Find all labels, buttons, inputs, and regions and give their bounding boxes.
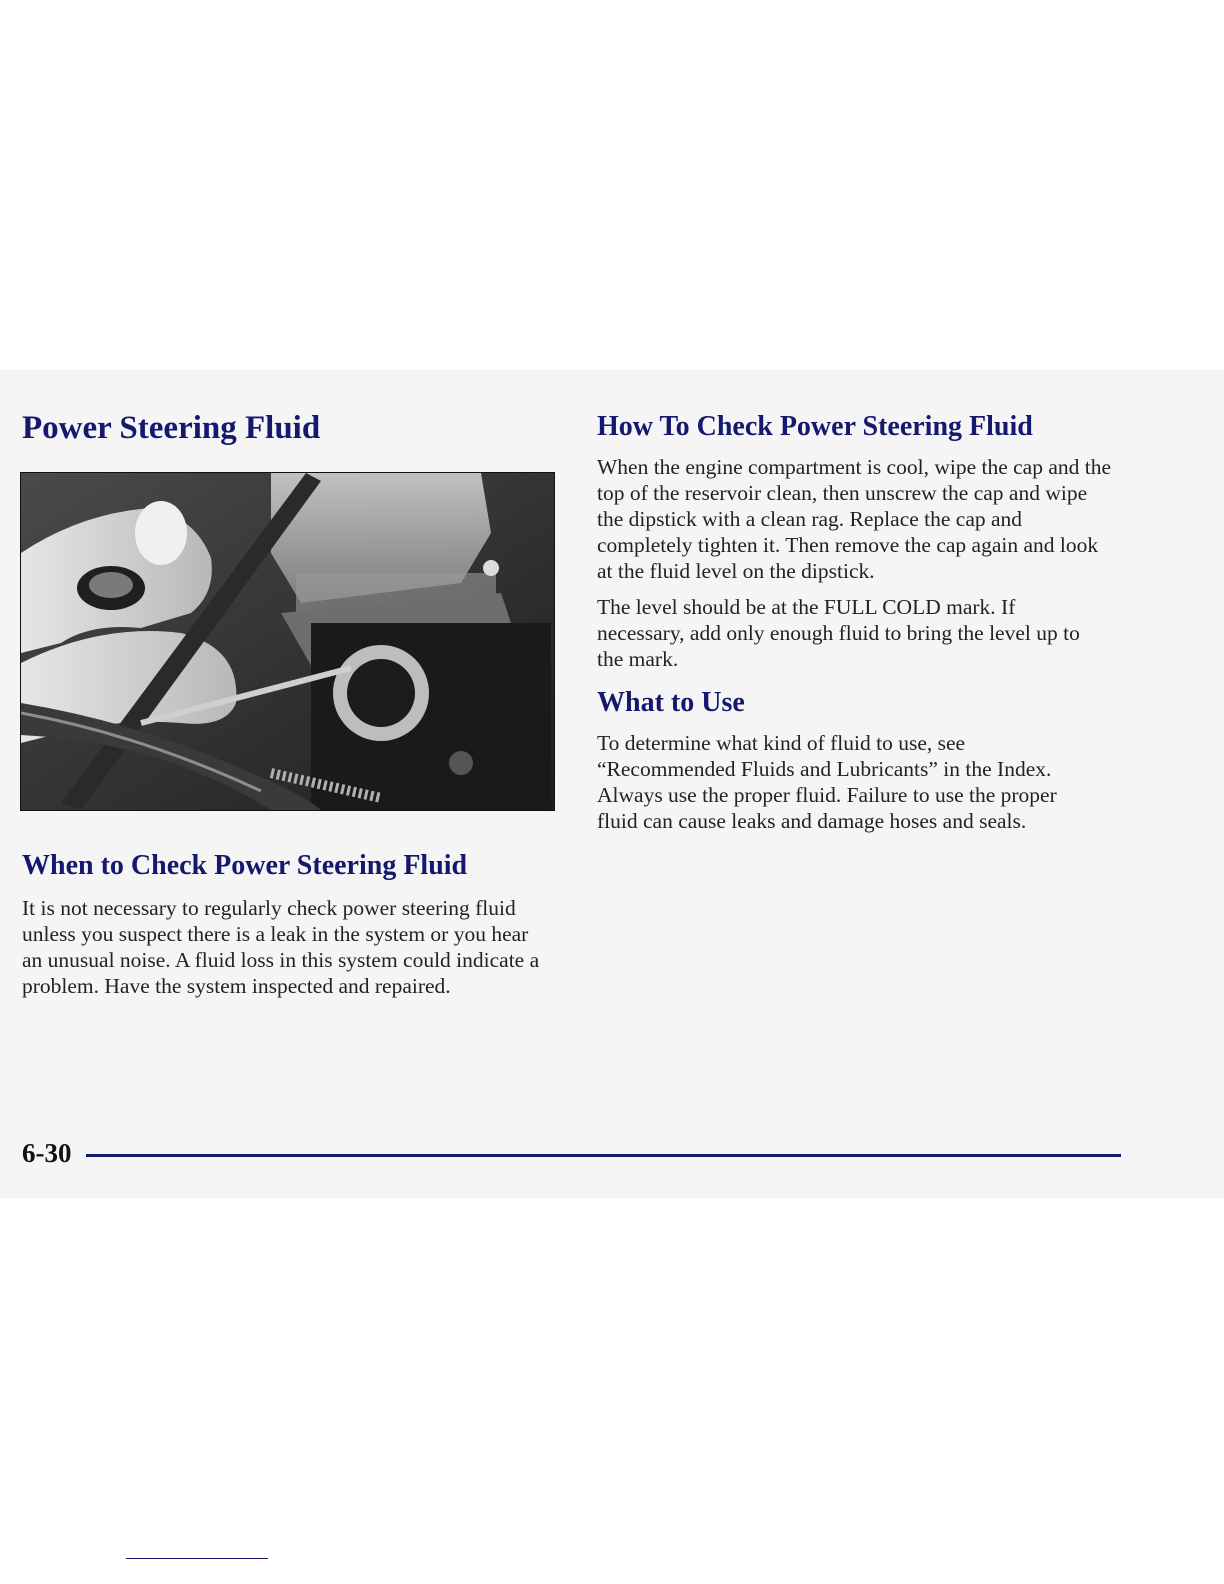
page-title: Power Steering Fluid bbox=[22, 410, 321, 446]
how-to-check-paragraph-1: When the engine compartment is cool, wipe the cap and the top of the reservoir clean, then unscrew the cap and wipe the dipstick with a clean rag. Replace the cap and completely tighten it. Then remove the cap again and look at the fluid level on the dipstick. bbox=[597, 455, 1112, 583]
footer-rule bbox=[86, 1154, 1121, 1157]
bottom-rule bbox=[126, 1558, 268, 1559]
engine-compartment-photo bbox=[20, 472, 555, 811]
how-to-check-paragraph-2: The level should be at the FULL COLD mark. If necessary, add only enough fluid to bring the level up to the mark. bbox=[597, 595, 1080, 671]
page-number: 6-30 bbox=[22, 1138, 72, 1168]
what-to-use-paragraph: To determine what kind of fluid to use, see “Recommended Fluids and Lubricants” in the Index. Always use the proper fluid. Failure to use the proper fluid can cause leaks and damage hoses and seals. bbox=[597, 731, 1057, 833]
what-to-use-heading: What to Use bbox=[597, 687, 745, 718]
when-to-check-heading: When to Check Power Steering Fluid bbox=[22, 850, 468, 881]
when-to-check-paragraph: It is not necessary to regularly check power steering fluid unless you suspect there is a leak in the system or you hear an unusual noise. A fluid loss in this system could indicate a problem. Have the system inspected and repaired. bbox=[22, 896, 540, 998]
how-to-check-heading: How To Check Power Steering Fluid bbox=[597, 411, 1033, 442]
